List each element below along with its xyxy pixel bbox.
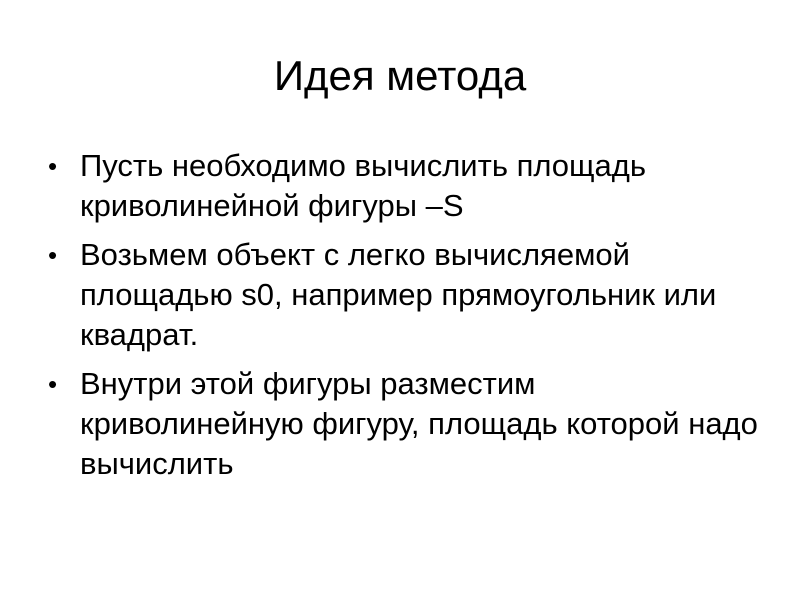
bullet-item: [44, 235, 764, 355]
bullet-text: Возьмем объект с легко вычисляемой площадью s0, например прямоугольник или квадрат.: [80, 237, 717, 352]
bullet-text: Внутри этой фигуры разместим криволинейную фигуру, площадь которой надо вычислить: [80, 366, 758, 481]
bullet-list: [44, 146, 764, 493]
slide-title: Идея метода: [273, 52, 527, 99]
bullet-item: [44, 364, 764, 484]
bullet-dot-icon: •: [48, 151, 58, 181]
bullet-text: Пусть необходимо вычислить площадь криволинейной фигуры –S: [80, 148, 647, 223]
bullet-dot-icon: •: [48, 240, 58, 270]
bullet-dot-icon: •: [48, 369, 58, 399]
bullet-item: [44, 146, 764, 226]
